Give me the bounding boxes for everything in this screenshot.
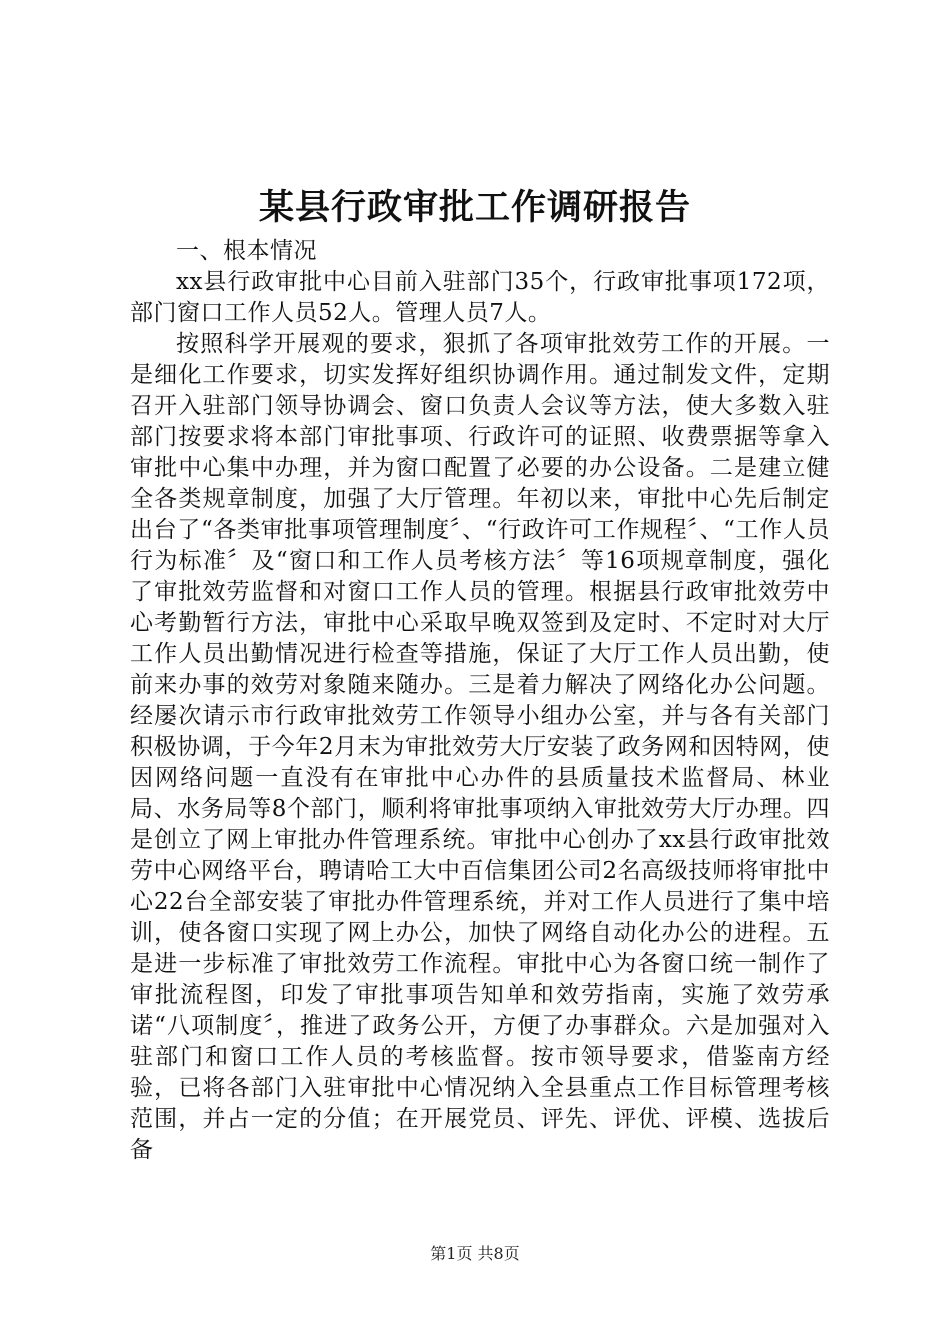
document-body bbox=[130, 236, 830, 1166]
document-title: 某县行政审批工作调研报告 bbox=[258, 187, 691, 228]
paragraph-work-summary: 按照科学开展观的要求，狠抓了各项审批效劳工作的开展。一是细化工作要求，切实发挥好组织协调作用。通过制发文件，定期召开入驻部门领导协调会、窗口负责人会议等方法，使大多数入驻部门按要求将本部门审批事项、行政许可的证照、收费票据等拿入审批中心集中办理，并为窗口配置了必要的办公设备。二是建立健全各类规章制度，加强了大厅管理。年初以来，审批中心先后制定出台了“各类审批事项管理制度〞、“行政许可工作规程〞、“工作人员行为标准〞及“窗口和工作人员考核方法〞等16项规章制度，强化了审批效劳监督和对窗口工作人员的管理。根据县行政审批效劳中心考勤暂行方法，审批中心采取早晚双签到及定时、不定时对大厅工作人员出勤情况进行检查等措施，保证了大厅工作人员出勤，使前来办事的效劳对象随来随办。三是着力解决了网络化办公问题。经屡次请示市行政审批效劳工作领导小组办公室，并与各有关部门积极协调，于今年2月末为审批效劳大厅安装了政务网和因特网，使因网络问题一直没有在审批中心办件的县质量技术监督局、林业局、水务局等8个部门，顺利将审批事项纳入审批效劳大厅办理。四是创立了网上审批办件管理系统。审批中心创办了xx县行政审批效劳中心网络平台，聘请哈工大中百信集团公司2名高级技师将审批中心22台全部安装了审批办件管理系统，并对工作人员进行了集中培训，使各窗口实现了网上办公，加快了网络自动化办公的进程。五是进一步标准了审批效劳工作流程。审批中心为各窗口统一制作了审批流程图，印发了审批事项告知单和效劳指南，实施了效劳承诺“八项制度〞，推进了政务公开，方便了办事群众。六是加强对入驻部门和窗口工作人员的考核监督。按市领导要求，借鉴南方经验，已将各部门入驻审批中心情况纳入全县重点工作目标管理考核范围，并占一定的分值；在开展党员、评先、评优、评模、选拔后备 bbox=[130, 331, 830, 1163]
page-footer: 第1页 共8页 bbox=[430, 1244, 520, 1263]
paragraph-overview: xx县行政审批中心目前入驻部门35个，行政审批事项172项，部门窗口工作人员52人。管理人员7人。 bbox=[130, 269, 830, 326]
section-heading: 一、根本情况 bbox=[176, 238, 317, 264]
